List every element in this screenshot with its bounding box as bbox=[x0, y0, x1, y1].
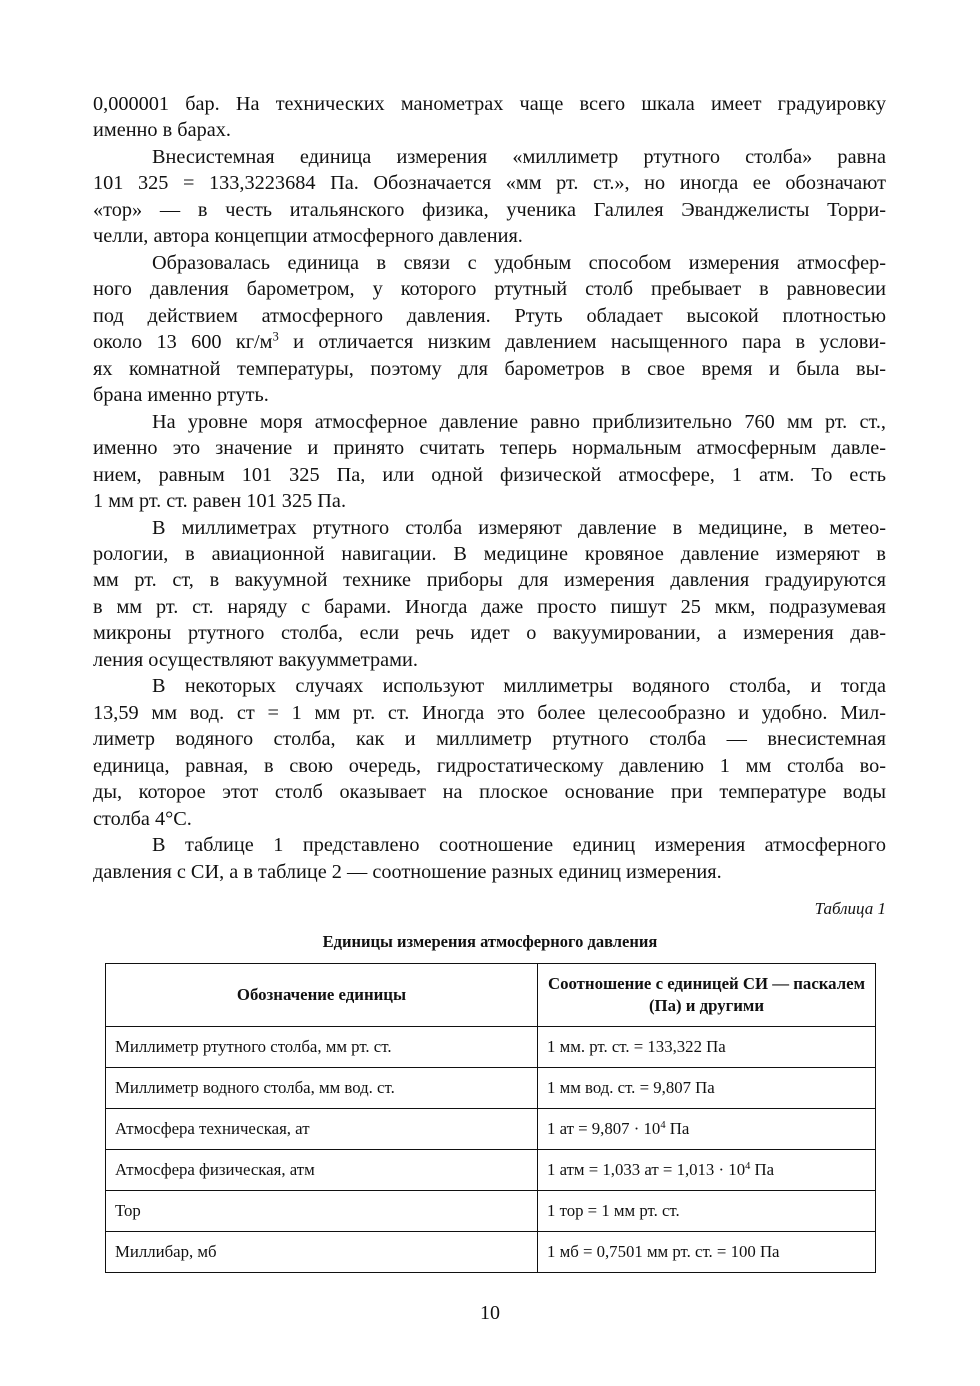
text-line: под действием атмосферного давления. Ртуть обладает высокой плотностью bbox=[93, 304, 886, 327]
header-relation: Соотношение с единицей СИ — паскалем (Па) и другими bbox=[538, 964, 876, 1027]
table-row bbox=[106, 1150, 876, 1191]
text-line: В таблице 1 представлено соотношение единиц измерения атмосферного bbox=[152, 834, 886, 857]
unit-cell: Миллибар, мб bbox=[106, 1232, 538, 1273]
relation-cell: 1 мм вод. ст. = 9,807 Па bbox=[538, 1068, 876, 1109]
paragraph bbox=[93, 515, 886, 674]
header-unit: Обозначение единицы bbox=[106, 964, 538, 1027]
table-row bbox=[106, 1027, 876, 1068]
unit-cell: Тор bbox=[106, 1191, 538, 1232]
page-number: 10 bbox=[480, 1302, 500, 1324]
text-line: давления с СИ, а в таблице 2 — соотношение разных единиц измерения. bbox=[93, 860, 722, 883]
paragraph bbox=[93, 673, 886, 832]
table-row bbox=[106, 1232, 876, 1273]
table-row bbox=[106, 1068, 876, 1109]
text-line: Образовалась единица в связи с удобным способом измерения атмосфер- bbox=[152, 251, 886, 274]
text-line: мм рт. ст, в вакуумной технике приборы для измерения давления градуируются bbox=[93, 569, 886, 592]
superscript: 4 bbox=[660, 1119, 666, 1131]
body-text bbox=[93, 91, 886, 885]
text-line: На уровне моря атмосферное давление равно приблизительно 760 мм рт. ст., bbox=[152, 410, 886, 433]
unit-cell: Миллиметр ртутного столба, мм рт. ст. bbox=[106, 1027, 538, 1068]
text-line: 101 325 = 133,3223684 Па. Обозначается «мм рт. ст.», но иногда ее обозначают bbox=[93, 172, 886, 195]
unit-cell: Атмосфера физическая, атм bbox=[106, 1150, 538, 1191]
paragraph bbox=[93, 832, 886, 885]
text-line: брана именно ртуть. bbox=[93, 384, 269, 407]
table-title: Единицы измерения атмосферного давления bbox=[322, 932, 658, 951]
text-line: Внесистемная единица измерения «миллиметр ртутного столба» равна bbox=[152, 145, 886, 168]
relation-cell: 1 ат = $9,807 \cdot 10^4$ Па bbox=[538, 1109, 876, 1150]
text-line: около 13 600 $кг/м^3$ и отличается низким давлением насыщенного пара в услови- bbox=[93, 329, 886, 354]
text-line: ления осуществляют вакуумметрами. bbox=[93, 648, 418, 671]
table-caption: Таблица 1 bbox=[814, 899, 886, 918]
text-line: ного давления барометром, у которого ртутный столб пребывает в равновесии bbox=[93, 278, 886, 301]
table-row bbox=[106, 1191, 876, 1232]
text-line: именно это значение и принято считать теперь нормальным атмосферным давле- bbox=[93, 437, 886, 460]
units-table bbox=[105, 963, 876, 1273]
text-line: единица, равная, в свою очередь, гидростатическому давлению 1 мм столба во- bbox=[93, 754, 886, 777]
text-line: ды, которое этот столб оказывает на плоское основание при температуре воды bbox=[93, 781, 886, 804]
text-line: 1 мм рт. ст. равен 101 325 Па. bbox=[93, 490, 347, 513]
paragraph bbox=[93, 250, 886, 409]
text-line: 0,000001 бар. На технических манометрах чаще всего шкала имеет градуировку bbox=[93, 93, 886, 115]
text-line: 13,59 мм вод. ст = 1 мм рт. ст. Иногда это более целесообразно и удобно. Мил- bbox=[93, 701, 886, 724]
paragraph bbox=[93, 409, 886, 515]
text-line: микроны ртутного столба, если речь идет о вакуумировании, а измерения дав- bbox=[93, 622, 886, 645]
text-line: именно в барах. bbox=[93, 119, 231, 142]
relation-cell: 1 мб = 0,7501 мм рт. ст. = 100 Па bbox=[538, 1232, 876, 1273]
superscript: 4 bbox=[745, 1160, 751, 1172]
text-line: нием, равным 101 325 Па, или одной физической атмосфере, 1 атм. То есть bbox=[93, 463, 886, 486]
unit-cell: Миллиметр водного столба, мм вод. ст. bbox=[106, 1068, 538, 1109]
paragraph bbox=[93, 144, 886, 250]
text-line: рологии, в авиационной навигации. В медицине кровяное давление измеряют в bbox=[93, 542, 886, 565]
relation-cell: 1 мм. рт. ст. = 133,322 Па bbox=[538, 1027, 876, 1068]
text-line: В миллиметрах ртутного столба измеряют давление в медицине, в метео- bbox=[152, 516, 886, 539]
table-row bbox=[106, 1109, 876, 1150]
text-line: в мм рт. ст. наряду с барами. Иногда даже просто пишут 25 мкм, подразумевая bbox=[93, 595, 886, 618]
text-line: «тор» — в честь итальянского физика, ученика Галилея Эванджелисты Торри- bbox=[93, 198, 886, 221]
text-line: лиметр водяного столба, как и миллиметр ртутного столба — внесистемная bbox=[93, 728, 886, 751]
relation-cell: 1 атм = 1,033 ат = $1,013 \cdot 10^4$ Па bbox=[538, 1150, 876, 1191]
relation-cell: 1 тор = 1 мм рт. ст. bbox=[538, 1191, 876, 1232]
table-header-row bbox=[106, 964, 876, 1027]
unit-cell: Атмосфера техническая, ат bbox=[106, 1109, 538, 1150]
superscript: 3 bbox=[272, 329, 279, 344]
text-line: челли, автора концепции атмосферного давления. bbox=[93, 225, 523, 248]
text-line: В некоторых случаях используют миллиметры водяного столба, и тогда bbox=[152, 675, 886, 698]
paragraph bbox=[93, 91, 886, 144]
text-line: столба 4°С. bbox=[93, 807, 192, 830]
text-line: ях комнатной температуры, поэтому для барометров в свое время и была вы- bbox=[93, 357, 886, 380]
